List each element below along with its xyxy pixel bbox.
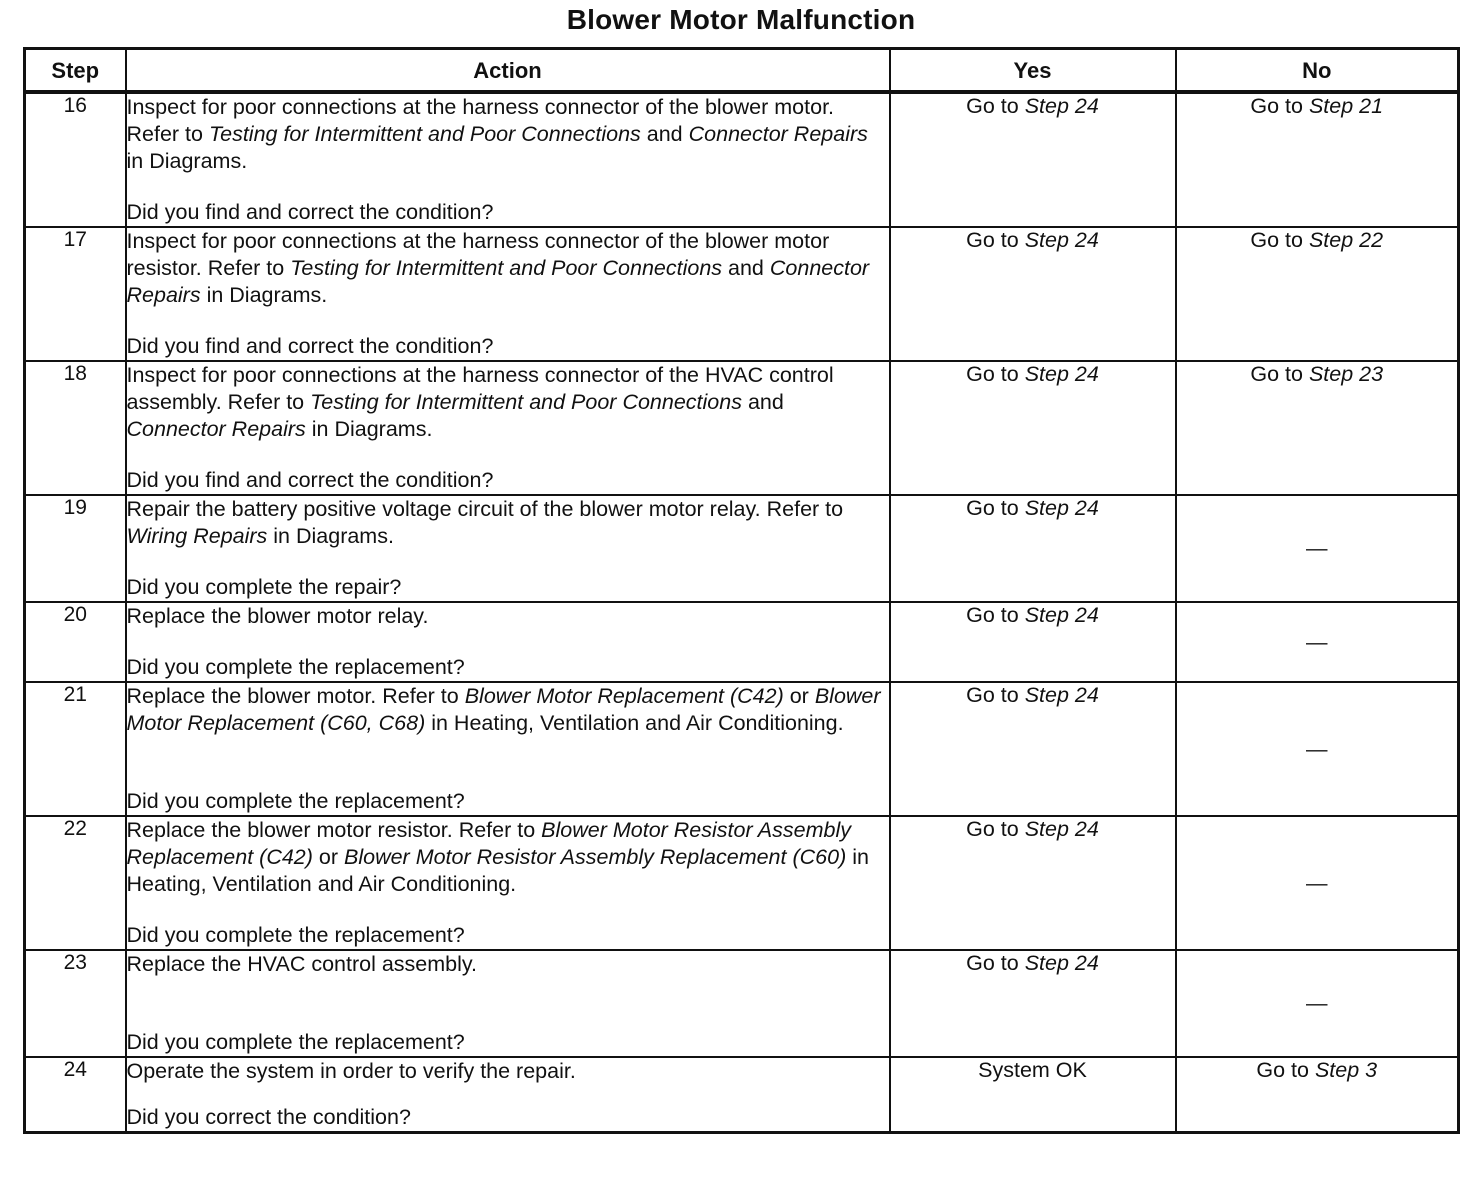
text-run: — (1306, 991, 1328, 1015)
text-run: System OK (978, 1058, 1087, 1082)
table-row (25, 816, 1459, 950)
table-row (25, 1057, 1459, 1132)
step-number: 16 (25, 92, 126, 227)
text-run: and (640, 122, 689, 146)
action-cell (126, 1057, 890, 1132)
action-question: Did you complete the repair? (126, 575, 402, 599)
no-result (1176, 1057, 1459, 1132)
step-number: 18 (25, 361, 126, 495)
no-result (1176, 92, 1459, 227)
no-result (1176, 227, 1459, 361)
action-question: Did you complete the replacement? (126, 655, 465, 679)
italic-reference: Testing for Intermittent and Poor Connections (208, 122, 641, 146)
italic-reference: Step 24 (1024, 496, 1099, 520)
text-run: Go to (966, 228, 1025, 252)
step-number: 20 (25, 602, 126, 682)
text-run: — (1306, 736, 1328, 761)
text-run: Go to (1250, 228, 1309, 252)
action-instruction (127, 1058, 889, 1085)
text-run: or (783, 684, 815, 708)
italic-reference: Testing for Intermittent and Poor Connections (290, 256, 723, 280)
action-question: Did you find and correct the condition? (126, 334, 494, 358)
text-run: — (1306, 870, 1328, 895)
action-cell (126, 361, 890, 495)
no-result (1176, 950, 1459, 1057)
action-instruction (127, 683, 889, 737)
action-question: Did you correct the condition? (126, 1104, 411, 1129)
italic-reference: Wiring Repairs (126, 524, 268, 548)
action-cell (126, 602, 890, 682)
no-result (1176, 495, 1459, 602)
text-run: Replace the blower motor. Refer to (126, 684, 465, 708)
action-instruction (127, 94, 889, 175)
header-yes: Yes (890, 49, 1176, 93)
italic-reference: Step 24 (1024, 817, 1099, 841)
yes-result (890, 92, 1176, 227)
text-run: Go to (966, 817, 1025, 841)
text-run: Go to (1250, 94, 1309, 118)
italic-reference: Step 24 (1024, 362, 1099, 386)
yes-result (890, 950, 1176, 1057)
text-run: or (312, 845, 344, 869)
yes-result (890, 495, 1176, 602)
text-run: Go to (966, 94, 1025, 118)
no-result (1176, 361, 1459, 495)
text-run: Go to (966, 683, 1025, 707)
action-question: Did you complete the replacement? (126, 923, 465, 947)
table-row (25, 92, 1459, 227)
italic-reference: Testing for Intermittent and Poor Connections (310, 390, 742, 414)
text-run: Replace the HVAC control assembly. (126, 952, 478, 976)
header-no: No (1176, 49, 1459, 93)
action-instruction (127, 228, 889, 309)
italic-reference: Connector Repairs (688, 122, 868, 146)
text-run: in Heating, Ventilation and Air Conditioning. (126, 845, 869, 896)
italic-reference: Step 3 (1314, 1058, 1378, 1082)
table-row (25, 602, 1459, 682)
action-cell (126, 495, 890, 602)
action-instruction (127, 362, 889, 443)
italic-reference: Connector Repairs (126, 417, 306, 441)
text-run: Replace the blower motor resistor. Refer to (126, 818, 542, 842)
no-result (1176, 602, 1459, 682)
table-row (25, 950, 1459, 1057)
step-number: 23 (25, 950, 126, 1057)
action-instruction (127, 603, 889, 630)
text-run: in Heating, Ventilation and Air Conditioning. (425, 711, 844, 735)
table-row (25, 227, 1459, 361)
yes-result (890, 602, 1176, 682)
text-run: Inspect for poor connections at the harness connector of the blower motor. Refer to (126, 95, 835, 146)
text-run: — (1306, 629, 1328, 654)
action-cell (126, 92, 890, 227)
action-question: Did you complete the replacement? (126, 789, 465, 813)
text-run: Inspect for poor connections at the harness connector of the HVAC control assembly. Refer to (126, 363, 834, 414)
step-number: 22 (25, 816, 126, 950)
table-row (25, 361, 1459, 495)
diagnostic-table (23, 47, 1460, 1134)
italic-reference: Step 24 (1024, 951, 1099, 975)
text-run: in Diagrams. (200, 283, 328, 307)
no-result (1176, 816, 1459, 950)
yes-result (890, 361, 1176, 495)
step-number: 19 (25, 495, 126, 602)
text-run: and (722, 256, 770, 280)
action-cell (126, 227, 890, 361)
page-title: Blower Motor Malfunction (566, 4, 916, 35)
italic-reference: Step 21 (1308, 94, 1384, 118)
action-question: Did you find and correct the condition? (126, 200, 494, 224)
text-run: Go to (1250, 362, 1309, 386)
italic-reference: Step 23 (1308, 362, 1384, 386)
table-header-row (25, 49, 1459, 93)
step-number: 24 (25, 1057, 126, 1132)
no-result (1176, 682, 1459, 816)
italic-reference: Step 24 (1024, 228, 1099, 252)
text-run: in Diagrams. (267, 524, 394, 548)
yes-result (890, 227, 1176, 361)
italic-reference: Blower Motor Resistor Assembly Replacement (C60) (344, 845, 847, 869)
yes-result (890, 1057, 1176, 1132)
text-run: Replace the blower motor relay. (126, 604, 429, 628)
action-question: Did you complete the replacement? (126, 1030, 465, 1054)
italic-reference: Step 24 (1024, 683, 1099, 707)
italic-reference: Blower Motor Replacement (C42) (464, 684, 784, 708)
table-row (25, 682, 1459, 816)
italic-reference: Step 24 (1024, 94, 1099, 118)
step-number: 21 (25, 682, 126, 816)
action-question: Did you find and correct the condition? (126, 468, 494, 492)
italic-reference: Blower Motor Resistor Assembly Replacement (C42) (126, 818, 851, 869)
text-run: Go to (966, 951, 1025, 975)
step-number: 17 (25, 227, 126, 361)
text-run: Go to (966, 603, 1025, 627)
yes-result (890, 816, 1176, 950)
header-action: Action (126, 49, 890, 93)
text-run: and (741, 390, 784, 414)
header-step: Step (25, 49, 126, 93)
action-cell (126, 816, 890, 950)
italic-reference: Connector Repairs (126, 256, 870, 307)
action-instruction (127, 817, 889, 898)
text-run: Repair the battery positive voltage circuit of the blower motor relay. Refer to (126, 497, 844, 521)
yes-result (890, 682, 1176, 816)
text-run: — (1306, 536, 1328, 560)
text-run: in Diagrams. (126, 149, 248, 173)
action-cell (126, 682, 890, 816)
italic-reference: Step 22 (1308, 228, 1384, 252)
action-instruction (127, 951, 889, 978)
action-instruction (127, 496, 889, 550)
text-run: in Diagrams. (305, 417, 433, 441)
text-run: Go to (966, 362, 1025, 386)
table-row (25, 495, 1459, 602)
italic-reference: Blower Motor Replacement (C60, C68) (126, 684, 881, 735)
text-run: Inspect for poor connections at the harness connector of the blower motor resistor. Refer to (126, 229, 830, 280)
italic-reference: Step 24 (1024, 603, 1099, 627)
text-run: Go to (1256, 1058, 1315, 1082)
action-cell (126, 950, 890, 1057)
text-run: Go to (966, 496, 1025, 520)
text-run: Operate the system in order to verify the repair. (126, 1059, 576, 1083)
